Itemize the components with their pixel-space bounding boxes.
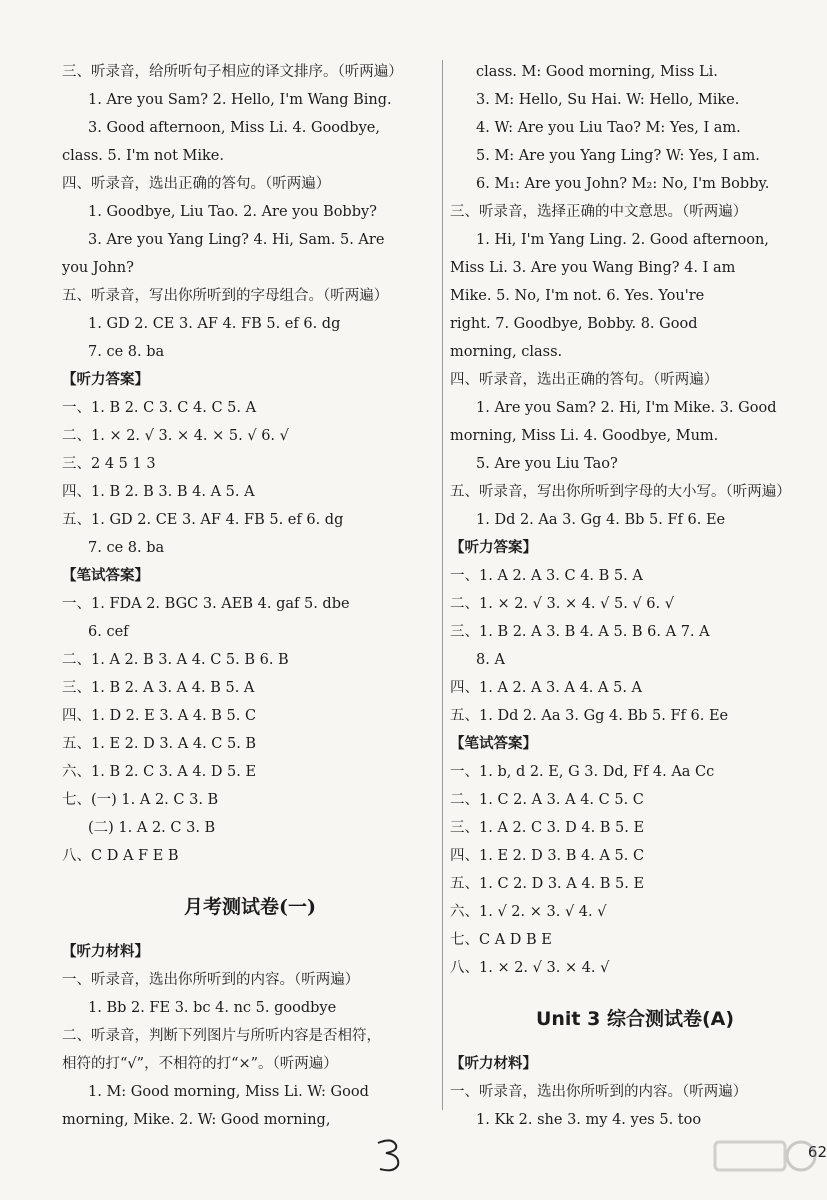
text-line: 五、听录音，写出你所听到字母的大小写。（听两遍） [450, 484, 791, 500]
text-line: 五、1. GD 2. CE 3. AF 4. FB 5. ef 6. dg [62, 512, 344, 528]
answer-heading: 【听力答案】 [62, 371, 149, 388]
text-line: 四、1. D 2. E 3. A 4. B 5. C [62, 708, 257, 724]
text-line: 7. ce 8. ba [88, 540, 165, 556]
text-line: 五、1. E 2. D 3. A 4. C 5. B [62, 736, 257, 752]
text-line: morning, class. [450, 344, 563, 360]
text-line: 四、听录音，选出正确的答句。（听两遍） [450, 372, 719, 388]
text-line: 3. M: Hello, Su Hai. W: Hello, Mike. [476, 92, 740, 108]
text-line: 四、1. B 2. B 3. B 4. A 5. A [62, 484, 255, 500]
text-line: 3. Good afternoon, Miss Li. 4. Goodbye, [88, 120, 380, 136]
answer-heading: 【听力材料】 [450, 1055, 537, 1072]
text-line: 一、1. b, d 2. E, G 3. Dd, Ff 4. Aa Cc [450, 764, 715, 780]
text-line: 5. M: Are you Yang Ling? W: Yes, I am. [476, 148, 760, 164]
section-title: Unit 3 综合测试卷(A) [535, 1008, 735, 1030]
text-line: 一、1. B 2. C 3. C 4. C 5. A [62, 400, 257, 416]
text-line: 一、1. A 2. A 3. C 4. B 5. A [450, 568, 643, 584]
answer-heading: 【笔试答案】 [450, 735, 537, 752]
text-line: class. M: Good morning, Miss Li. [476, 64, 718, 80]
text-line: 1. Kk 2. she 3. my 4. yes 5. too [476, 1112, 702, 1128]
handwritten-mark [370, 1135, 410, 1175]
text-line: right. 7. Goodbye, Bobby. 8. Good [450, 316, 698, 332]
text-line: you John? [62, 260, 134, 276]
text-line: 三、听录音，给所听句子相应的译文排序。（听两遍） [62, 64, 403, 80]
text-line: Mike. 5. No, I'm not. 6. Yes. You're [450, 288, 705, 304]
page-number: 62 [807, 1143, 827, 1161]
text-line: 八、C D A F E B [62, 848, 179, 864]
text-line: 相符的打“√”，不相符的打“×”。（听两遍） [62, 1056, 338, 1072]
text-line: 1. GD 2. CE 3. AF 4. FB 5. ef 6. dg [88, 316, 341, 332]
answer-heading: 【听力答案】 [450, 539, 537, 556]
column-divider [442, 60, 443, 1110]
text-line: 七、(一) 1. A 2. C 3. B [62, 792, 219, 808]
text-line: 3. Are you Yang Ling? 4. Hi, Sam. 5. Are [88, 232, 385, 248]
section-title: 月考测试卷(一) [184, 896, 316, 918]
text-line: 五、听录音，写出你所听到的字母组合。（听两遍） [62, 288, 389, 304]
text-line: class. 5. I'm not Mike. [62, 148, 224, 164]
text-line: 二、听录音，判断下列图片与所听内容是否相符， [62, 1028, 381, 1044]
text-line: morning, Mike. 2. W: Good morning, [62, 1112, 331, 1128]
text-line: Miss Li. 3. Are you Wang Bing? 4. I am [450, 260, 736, 276]
text-line: 1. Are you Sam? 2. Hello, I'm Wang Bing. [88, 92, 392, 108]
text-line: 1. Goodbye, Liu Tao. 2. Are you Bobby? [88, 204, 377, 220]
right-column [450, 58, 820, 1134]
watermark-logo [711, 1134, 821, 1194]
text-line: 1. Are you Sam? 2. Hi, I'm Mike. 3. Good [476, 400, 777, 416]
text-line: 一、听录音，选出你所听到的内容。（听两遍） [450, 1084, 748, 1100]
left-column [62, 58, 438, 1134]
text-line: 五、1. C 2. D 3. A 4. B 5. E [450, 876, 645, 892]
text-line: 1. M: Good morning, Miss Li. W: Good [88, 1084, 369, 1100]
text-line: 6. M₁: Are you John? M₂: No, I'm Bobby. [476, 176, 770, 192]
text-line: 三、2 4 5 1 3 [62, 456, 156, 472]
text-line: 六、1. B 2. C 3. A 4. D 5. E [62, 764, 257, 780]
text-line: 一、听录音，选出你所听到的内容。（听两遍） [62, 972, 360, 988]
text-line: 三、1. A 2. C 3. D 4. B 5. E [450, 820, 645, 836]
text-line: 5. Are you Liu Tao? [476, 456, 618, 472]
text-line: 四、1. E 2. D 3. B 4. A 5. C [450, 848, 645, 864]
text-line: 三、听录音，选择正确的中文意思。（听两遍） [450, 204, 748, 220]
text-line: 7. ce 8. ba [88, 344, 165, 360]
text-line: 三、1. B 2. A 3. B 4. A 5. B 6. A 7. A [450, 624, 710, 640]
text-line: (二) 1. A 2. C 3. B [88, 820, 216, 836]
text-line: 二、1. A 2. B 3. A 4. C 5. B 6. B [62, 652, 289, 668]
text-line: 三、1. B 2. A 3. A 4. B 5. A [62, 680, 255, 696]
text-line: 一、1. FDA 2. BGC 3. AEB 4. gaf 5. dbe [62, 596, 350, 612]
text-line: 1. Hi, I'm Yang Ling. 2. Good afternoon, [476, 232, 769, 248]
text-line: 五、1. Dd 2. Aa 3. Gg 4. Bb 5. Ff 6. Ee [450, 708, 729, 724]
text-line: 二、1. C 2. A 3. A 4. C 5. C [450, 792, 644, 808]
text-line: 七、C A D B E [450, 932, 552, 948]
text-line: 1. Dd 2. Aa 3. Gg 4. Bb 5. Ff 6. Ee [476, 512, 726, 528]
answer-heading: 【听力材料】 [62, 943, 149, 960]
text-line: 八、1. × 2. √ 3. × 4. √ [450, 960, 610, 976]
text-line: 8. A [476, 652, 505, 668]
text-line: 4. W: Are you Liu Tao? M: Yes, I am. [476, 120, 741, 136]
text-line: 六、1. √ 2. × 3. √ 4. √ [450, 904, 607, 920]
text-line: 二、1. × 2. √ 3. × 4. × 5. √ 6. √ [62, 428, 289, 444]
text-line: morning, Miss Li. 4. Goodbye, Mum. [450, 428, 719, 444]
text-line: 二、1. × 2. √ 3. × 4. √ 5. √ 6. √ [450, 596, 674, 612]
text-line: 6. cef [88, 624, 129, 640]
text-line: 1. Bb 2. FE 3. bc 4. nc 5. goodbye [88, 1000, 337, 1016]
text-line: 四、1. A 2. A 3. A 4. A 5. A [450, 680, 643, 696]
answer-heading: 【笔试答案】 [62, 567, 149, 584]
text-line: 四、听录音，选出正确的答句。（听两遍） [62, 176, 331, 192]
